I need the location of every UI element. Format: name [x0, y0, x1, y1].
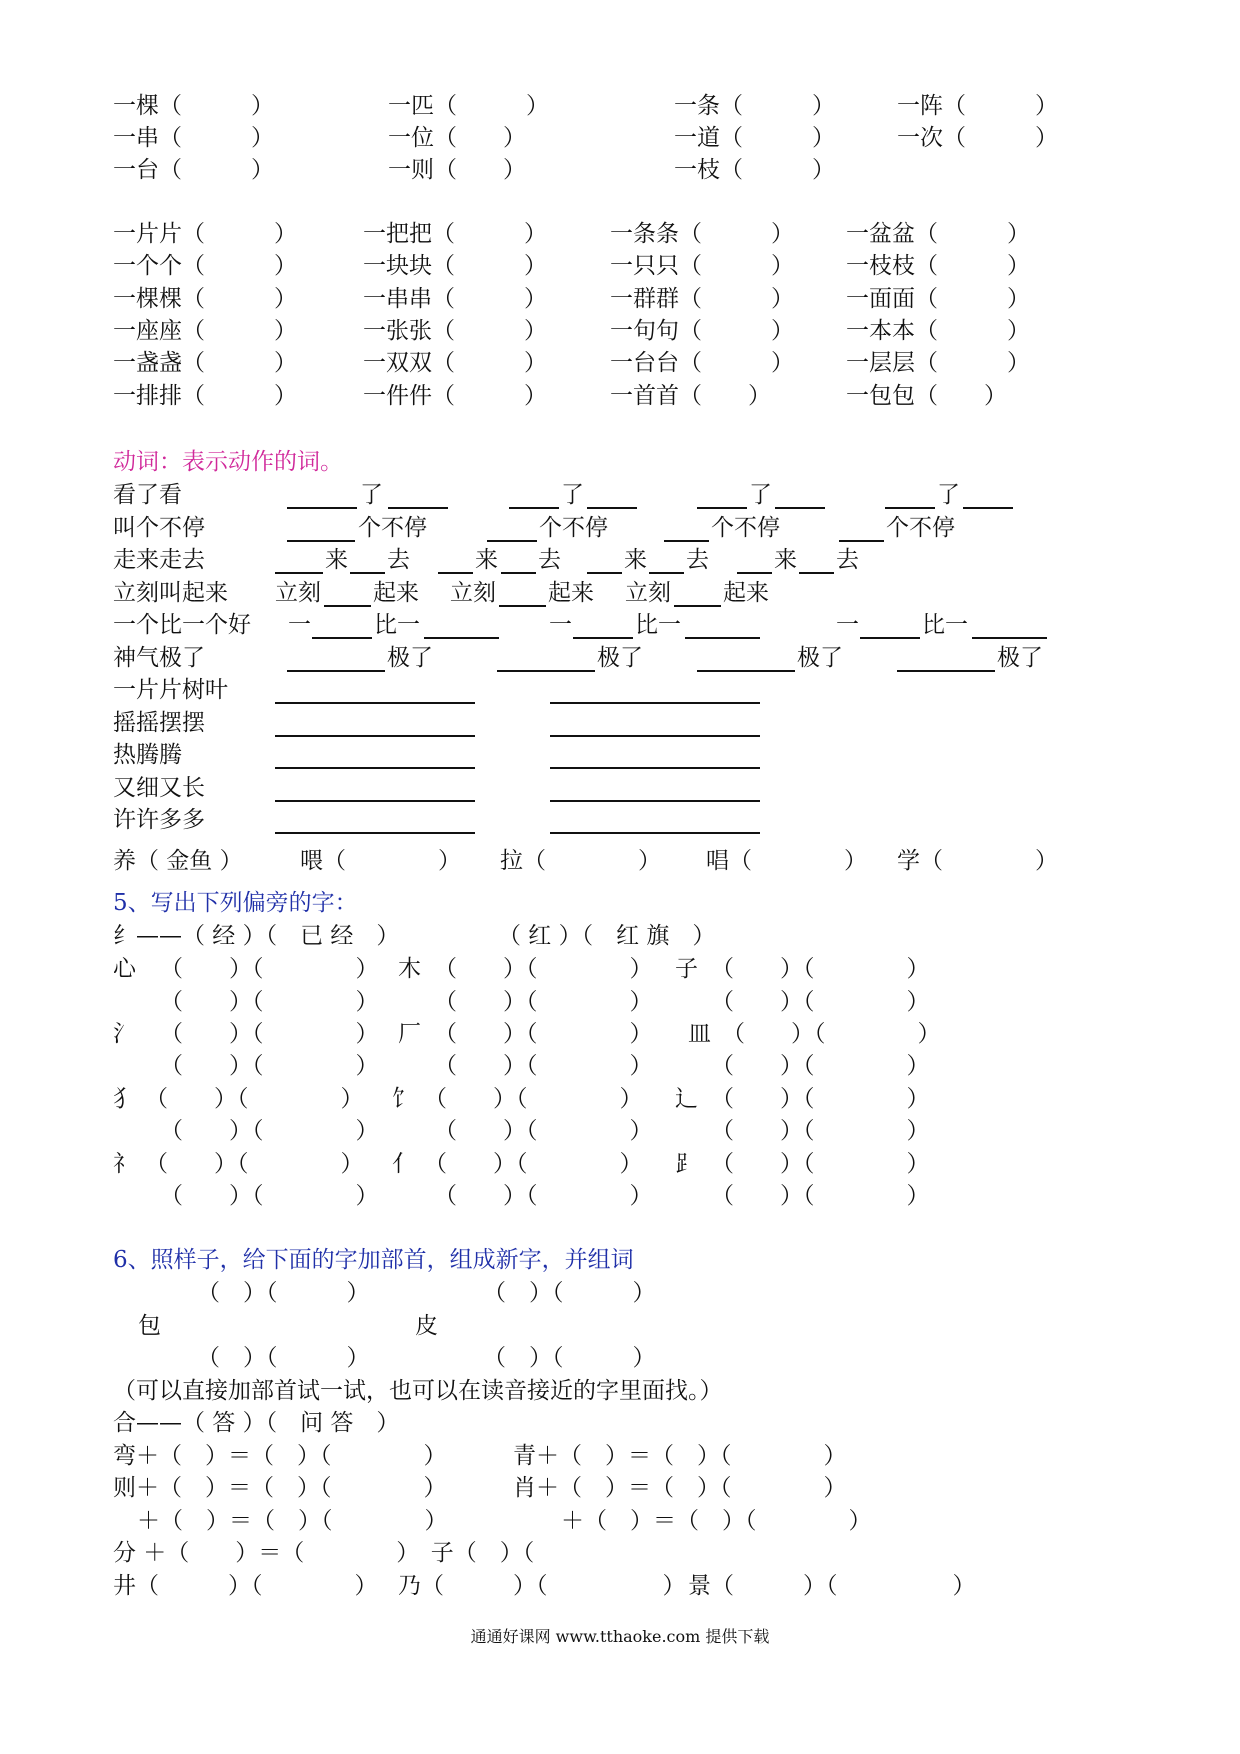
reduplicated-item: 一件件（ ）	[363, 383, 547, 409]
verbs-heading: 动词：表示动作的词。	[113, 449, 343, 475]
radical-blank: （ ）（ ）	[160, 989, 379, 1015]
verb-fill-text: 立刻	[450, 580, 496, 606]
measure-word-item: 一棵（ ）	[113, 93, 274, 119]
add-radical-blank: （ ）（ ）	[483, 1345, 656, 1371]
verb-fill-text: 立刻	[625, 580, 671, 606]
verb-object-item: 唱（ ）	[706, 848, 867, 874]
reduplicated-item: 一枝枝（ ）	[846, 253, 1030, 279]
verb-fill-text: 起来	[373, 580, 419, 606]
verb-fill-text: 个不停	[886, 515, 955, 541]
measure-word-item: 一条（ ）	[674, 93, 835, 119]
verb-object-item: 拉（ ）	[500, 848, 661, 874]
verb-fill-text: 来	[774, 547, 797, 573]
radical-blank: （ ）（ ）	[711, 1053, 930, 1079]
verb-example: 一个比一个好	[113, 612, 251, 638]
verb-fill-text: 个不停	[711, 515, 780, 541]
verb-fill-text: 极了	[997, 645, 1043, 671]
radical-blank: （ ）（ ）	[711, 956, 930, 982]
verb-example: 看了看	[113, 482, 182, 508]
char-word-item: 井（ ）（ ）	[113, 1573, 378, 1599]
verb-fill-text: 了	[937, 482, 960, 508]
verb-fill-text: 极了	[387, 645, 433, 671]
measure-word-item: 一台（ ）	[113, 157, 274, 183]
measure-word-item: 一匹（ ）	[388, 93, 549, 119]
radical-blank: （ ）（ ）	[711, 1183, 930, 1209]
radical-blank: （ ）（ ）	[160, 1183, 379, 1209]
verb-fill-text: 比一	[922, 612, 968, 638]
verb-example: 叫个不停	[113, 515, 205, 541]
radical-blank: （ ）（ ）	[434, 956, 653, 982]
radical-label: 亻	[392, 1151, 415, 1177]
equation: 肖＋（ ）＝（ ）（ ）	[513, 1475, 847, 1501]
radical-example: （ 红 ）（ 红 旗 ）	[498, 923, 716, 949]
add-radical-blank: （ ）（ ）	[197, 1280, 370, 1306]
measure-word-item: 一阵（ ）	[897, 93, 1058, 119]
measure-word-item: 一道（ ）	[674, 125, 835, 151]
equation: 分 ＋（ ）＝（ ） 子（ ）（	[113, 1540, 535, 1566]
radical-blank: （ ）（ ）	[711, 1118, 930, 1144]
radical-blank: （ ）（ ）	[434, 1053, 653, 1079]
radical-label: 礻	[113, 1151, 136, 1177]
verb-example: 摇摇摆摆	[113, 710, 205, 736]
radical-blank: （ ）（ ）	[434, 1183, 653, 1209]
measure-word-item: 一串（ ）	[113, 125, 274, 151]
base-char: 包	[138, 1313, 161, 1339]
measure-word-item: 一位（ ）	[388, 125, 526, 151]
verb-fill-text: 来	[475, 547, 498, 573]
radical-blank: （ ）（ ）	[434, 1021, 653, 1047]
reduplicated-item: 一把把（ ）	[363, 221, 547, 247]
verb-fill-text: 了	[561, 482, 584, 508]
verb-example: 立刻叫起来	[113, 580, 228, 606]
verb-fill-text: 立刻	[275, 580, 321, 606]
verb-fill-text: 个不停	[358, 515, 427, 541]
radical-example: 纟——（ 经 ）（ 已 经 ）	[113, 923, 400, 949]
radical-label: 子	[675, 956, 698, 982]
reduplicated-item: 一只只（ ）	[610, 253, 794, 279]
add-radical-blank: （ ）（ ）	[483, 1280, 656, 1306]
verb-example: 又细又长	[113, 775, 205, 801]
reduplicated-item: 一句句（ ）	[610, 318, 794, 344]
radical-label: 犭	[113, 1086, 136, 1112]
verb-fill-text: 个不停	[539, 515, 608, 541]
reduplicated-item: 一张张（ ）	[363, 318, 547, 344]
reduplicated-item: 一串串（ ）	[363, 286, 547, 312]
equation: ＋（ ）＝（ ）（ ）	[561, 1508, 872, 1534]
verb-fill-text: 比一	[635, 612, 681, 638]
verb-fill-text: 比一	[374, 612, 420, 638]
verb-fill-text: 一	[549, 612, 572, 638]
verb-fill-text: 极了	[597, 645, 643, 671]
verb-fill-text: 了	[360, 482, 383, 508]
reduplicated-item: 一本本（ ）	[846, 318, 1030, 344]
reduplicated-item: 一群群（ ）	[610, 286, 794, 312]
verb-fill-text: 起来	[548, 580, 594, 606]
radical-blank: （ ）（ ）	[424, 1086, 643, 1112]
equation: 则＋（ ）＝（ ）（ ）	[113, 1475, 447, 1501]
radical-blank: （ ）（ ）	[711, 1086, 930, 1112]
radical-label: 皿	[688, 1021, 711, 1047]
verb-fill-text: 来	[624, 547, 647, 573]
verb-example: 许许多多	[113, 807, 205, 833]
reduplicated-item: 一个个（ ）	[113, 253, 297, 279]
add-radical-blank: （ ）（ ）	[197, 1345, 370, 1371]
reduplicated-item: 一台台（ ）	[610, 350, 794, 376]
radical-blank: （ ）（ ）	[711, 989, 930, 1015]
radical-label: 厂	[398, 1021, 421, 1047]
char-word-item: 景（ ）（ ）	[688, 1573, 976, 1599]
radical-blank: （ ）（ ）	[160, 1021, 379, 1047]
radical-blank: （ ）（ ）	[160, 956, 379, 982]
reduplicated-item: 一首首（ ）	[610, 383, 771, 409]
radical-blank: （ ）（ ）	[434, 1118, 653, 1144]
char-word-item: 乃（ ）（ ）	[398, 1573, 686, 1599]
verb-fill-text: 去	[686, 547, 709, 573]
section6-heading: 6、照样子，给下面的字加部首，组成新字，并组词	[113, 1247, 634, 1273]
page-footer: 通通好课网 www.tthaoke.com 提供下载	[470, 1627, 770, 1646]
reduplicated-item: 一双双（ ）	[363, 350, 547, 376]
verb-fill-text: 去	[538, 547, 561, 573]
measure-word-item: 一则（ ）	[388, 157, 526, 183]
verb-example: 一片片树叶	[113, 677, 228, 703]
reduplicated-item: 一面面（ ）	[846, 286, 1030, 312]
radical-blank: （ ）（ ）	[160, 1053, 379, 1079]
reduplicated-item: 一盏盏（ ）	[113, 350, 297, 376]
equation: ＋（ ）＝（ ）（ ）	[137, 1508, 448, 1534]
radical-blank: （ ）（ ）	[722, 1021, 941, 1047]
verb-fill-text: 一	[288, 612, 311, 638]
measure-word-item: 一枝（ ）	[674, 157, 835, 183]
verb-fill-text: 极了	[797, 645, 843, 671]
verb-fill-text: 去	[836, 547, 859, 573]
section5-heading: 5、写出下列偏旁的字：	[113, 890, 358, 916]
reduplicated-item: 一棵棵（ ）	[113, 286, 297, 312]
radical-blank: （ ）（ ）	[424, 1151, 643, 1177]
verb-object-item: 喂（ ）	[300, 848, 461, 874]
verb-fill-text: 了	[749, 482, 772, 508]
reduplicated-item: 一条条（ ）	[610, 221, 794, 247]
radical-blank: （ ）（ ）	[145, 1086, 364, 1112]
verb-fill-text: 起来	[723, 580, 769, 606]
verb-fill-text: 去	[387, 547, 410, 573]
radical-blank: （ ）（ ）	[434, 989, 653, 1015]
hint-note: （可以直接加部首试一试，也可以在读音接近的字里面找。）	[113, 1378, 723, 1404]
add-radical-example: 合——（ 答 ）（ 问 答 ）	[113, 1410, 400, 1436]
reduplicated-item: 一排排（ ）	[113, 383, 297, 409]
radical-label: 辶	[675, 1086, 698, 1112]
radical-label: 心	[113, 956, 136, 982]
equation: 青＋（ ）＝（ ）（ ）	[513, 1443, 847, 1469]
radical-label: 木	[398, 956, 421, 982]
verb-fill-text: 一	[836, 612, 859, 638]
equation: 弯＋（ ）＝（ ）（ ）	[113, 1443, 447, 1469]
reduplicated-item: 一片片（ ）	[113, 221, 297, 247]
reduplicated-item: 一层层（ ）	[846, 350, 1030, 376]
radical-blank: （ ）（ ）	[711, 1151, 930, 1177]
verb-example: 热腾腾	[113, 742, 182, 768]
reduplicated-item: 一包包（ ）	[846, 383, 1007, 409]
verb-example: 神气极了	[113, 645, 205, 671]
radical-label: 饣	[392, 1086, 415, 1112]
base-char: 皮	[415, 1313, 438, 1339]
verb-example: 走来走去	[113, 547, 205, 573]
reduplicated-item: 一盆盆（ ）	[846, 221, 1030, 247]
radical-label: ⻊	[675, 1151, 698, 1177]
radical-blank: （ ）（ ）	[160, 1118, 379, 1144]
measure-word-item: 一次（ ）	[897, 125, 1058, 151]
verb-fill-text: 来	[325, 547, 348, 573]
reduplicated-item: 一块块（ ）	[363, 253, 547, 279]
radical-label: 氵	[113, 1021, 136, 1047]
verb-object-item: 学（ ）	[897, 848, 1058, 874]
radical-blank: （ ）（ ）	[145, 1151, 364, 1177]
verb-object-item: 养（ 金鱼 ）	[113, 848, 243, 874]
reduplicated-item: 一座座（ ）	[113, 318, 297, 344]
